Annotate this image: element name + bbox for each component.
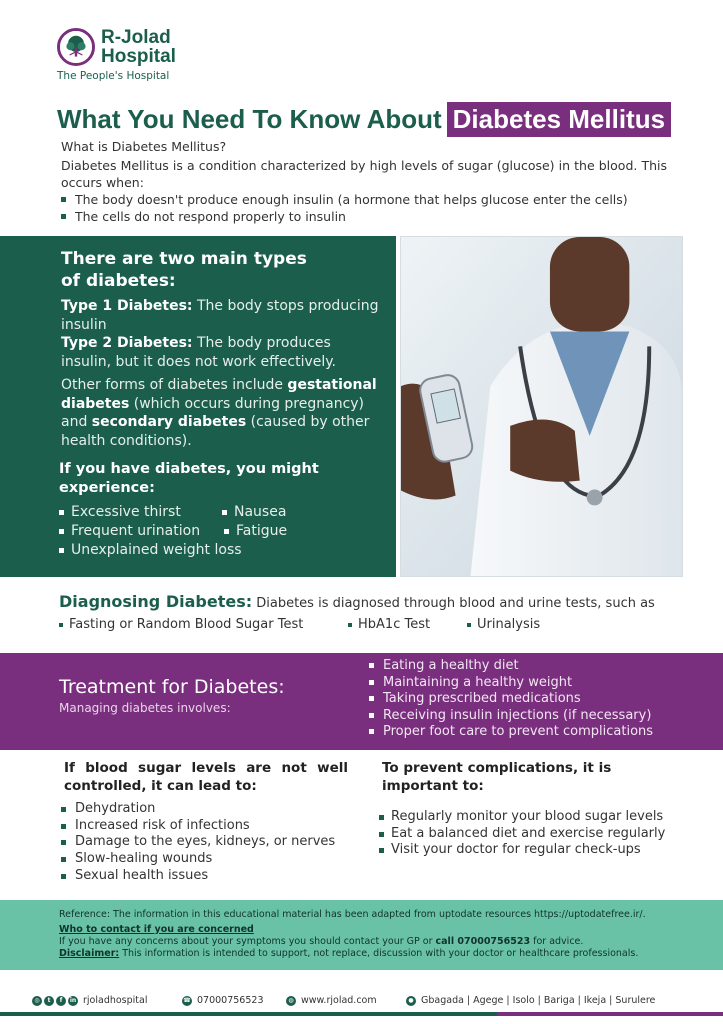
- footer-website[interactable]: [286, 995, 377, 1006]
- type2-text: The body produces insulin, but it does not work effectively.: [61, 335, 337, 370]
- contact-call: call 07000756523: [435, 936, 531, 947]
- list-item: Visit your doctor for regular check-ups: [379, 842, 665, 859]
- logo-name-line2: Hospital: [101, 46, 176, 67]
- reference-band: [0, 900, 723, 970]
- phone-number[interactable]: 07000756523: [197, 995, 264, 1006]
- linkedin-icon[interactable]: in: [69, 996, 77, 1004]
- locations-text: Gbagada | Agege | Isolo | Bariga | Ikeja | Surulere: [421, 995, 656, 1006]
- phone-icon: ☎: [183, 996, 191, 1004]
- diagnosis-text: Diabetes is diagnosed through blood and urine tests, such as: [256, 596, 655, 611]
- list-item: Receiving insulin injections (if necessary): [369, 708, 653, 725]
- list-item: Increased risk of infections: [61, 818, 335, 835]
- symptom-item: Excessive thirst: [59, 503, 181, 522]
- list-item: The body doesn't produce enough insulin (a hormone that helps glucose enter the cells): [61, 191, 628, 208]
- contact-heading: [59, 924, 254, 935]
- intro-bullet-list: [61, 191, 628, 225]
- tree-logo-icon: [57, 28, 95, 66]
- complications-heading: If blood sugar levels are not well controlled, it can lead to:: [64, 760, 348, 794]
- types-description: [61, 297, 381, 371]
- symptoms-heading: If you have diabetes, you might experience:: [59, 461, 319, 496]
- bottom-bar-accent: [497, 1012, 723, 1016]
- diagnosis-test-item: HbA1c Test: [348, 617, 430, 632]
- footer: [0, 992, 723, 1012]
- intro-question: What is Diabetes Mellitus?: [61, 139, 227, 154]
- list-item: Maintaining a healthy weight: [369, 675, 653, 692]
- footer-phone[interactable]: [182, 995, 264, 1006]
- diagnosis-title: Diagnosing Diabetes:: [59, 592, 253, 611]
- secondary-text: (caused by other health conditions).: [61, 414, 370, 449]
- location-pin-icon: ●: [406, 996, 416, 1006]
- list-item: Eat a balanced diet and exercise regularly: [379, 826, 665, 843]
- disclaimer-label: Disclaimer:: [59, 948, 120, 959]
- gestational-text: (which occurs during pregnancy) and: [61, 395, 365, 430]
- treatment-subtitle: Managing diabetes involves:: [59, 701, 231, 715]
- list-item: The cells do not respond properly to insulin: [61, 208, 628, 225]
- type1-label: Type 1 Diabetes:: [61, 298, 193, 314]
- symptom-item: Unexplained weight loss: [59, 541, 242, 560]
- footer-locations: [406, 995, 655, 1006]
- list-item: Proper foot care to prevent complications: [369, 724, 653, 741]
- diagnosis-test-item: Fasting or Random Blood Sugar Test: [59, 617, 303, 632]
- type1-text: The body stops producing insulin: [61, 298, 379, 333]
- types-heading: There are two main types of diabetes:: [61, 249, 307, 291]
- instagram-icon[interactable]: ◎: [32, 996, 42, 1006]
- page-title: [57, 100, 671, 138]
- list-item: Sexual health issues: [61, 868, 335, 885]
- social-handle[interactable]: rjoladhospital: [83, 995, 148, 1006]
- disclaimer: [59, 948, 638, 959]
- bottom-color-bar: [0, 1012, 723, 1016]
- disclaimer-text: This information is intended to support, not replace, discussion with your doctor or healthcare professionals.: [122, 948, 639, 959]
- list-item: Eating a healthy diet: [369, 658, 653, 675]
- other-forms-text: [61, 376, 391, 450]
- other-forms-intro: Other forms of diabetes include: [61, 377, 283, 393]
- type2-label: Type 2 Diabetes:: [61, 335, 193, 351]
- title-main: What You Need To Know About: [57, 103, 442, 134]
- complications-list: [61, 801, 335, 885]
- contact-text-pre: If you have any concerns about your symptoms you should contact your GP or: [59, 936, 433, 947]
- intro-text: Diabetes Mellitus is a condition characterized by high levels of sugar (glucose) in the blood. This occurs when:: [61, 158, 667, 190]
- website-link[interactable]: www.rjolad.com: [301, 995, 377, 1006]
- prevention-heading: To prevent complications, it is important to:: [382, 760, 612, 794]
- list-item: Slow-healing wounds: [61, 851, 335, 868]
- treatment-list: [369, 658, 653, 741]
- facebook-icon[interactable]: f: [56, 996, 66, 1006]
- contact-text-post: for advice.: [533, 936, 584, 947]
- contact-text: [59, 936, 583, 947]
- list-item: Dehydration: [61, 801, 335, 818]
- prevention-list: [379, 809, 665, 859]
- doctor-glucometer-photo: [400, 236, 683, 577]
- globe-icon: ◍: [286, 996, 296, 1006]
- list-item: Damage to the eyes, kidneys, or nerves: [61, 834, 335, 851]
- contact-heading-text: Who to contact if you are concerned: [59, 924, 254, 935]
- symptom-item: Fatigue: [224, 522, 287, 541]
- diagnosis-line: [59, 592, 655, 611]
- logo-wordmark: [101, 28, 176, 66]
- reference-text: Reference: The information in this educational material has been adapted from uptodate resources https://uptodatefree.ir/.: [59, 909, 646, 920]
- diabetes-types-panel: [0, 236, 396, 577]
- symptom-item: Nausea: [222, 503, 286, 522]
- gestational-label: gestational diabetes: [61, 377, 377, 412]
- secondary-label: secondary diabetes: [91, 414, 247, 430]
- list-item: Taking prescribed medications: [369, 691, 653, 708]
- treatment-band: [0, 653, 723, 750]
- title-highlight: Diabetes Mellitus: [447, 102, 671, 137]
- twitter-icon[interactable]: t: [44, 996, 54, 1006]
- diagnosis-test-item: Urinalysis: [467, 617, 540, 632]
- treatment-title: Treatment for Diabetes:: [59, 676, 285, 698]
- logo-name-line1: R-Jolad: [101, 27, 171, 48]
- list-item: Regularly monitor your blood sugar levels: [379, 809, 665, 826]
- symptom-item: Frequent urination: [59, 522, 200, 541]
- hospital-tagline: The People's Hospital: [57, 70, 170, 82]
- footer-social[interactable]: [32, 995, 148, 1006]
